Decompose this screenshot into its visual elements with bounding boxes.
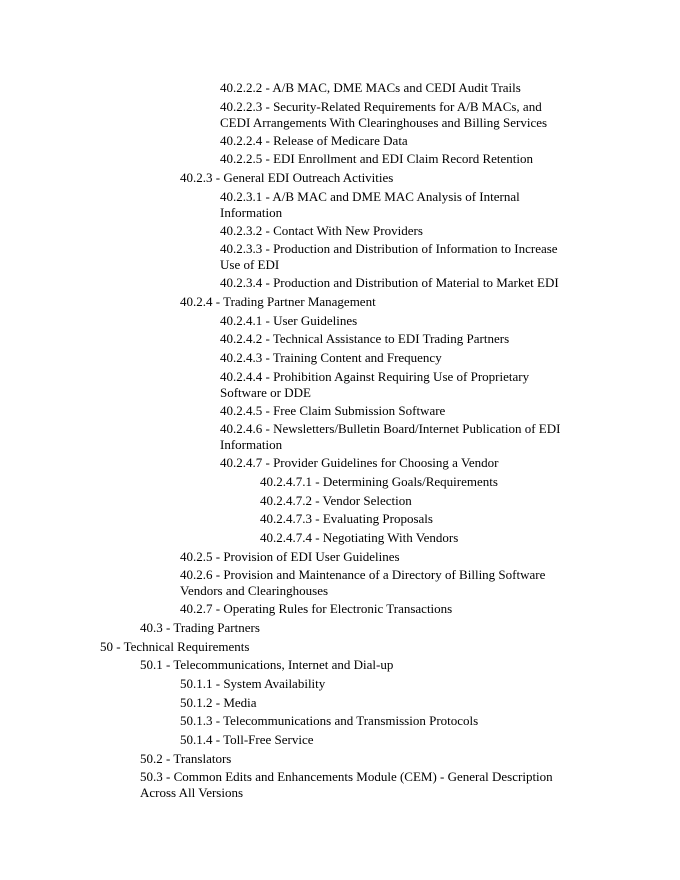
toc-entry-50[interactable]: 50 - Technical Requirements (100, 639, 250, 654)
toc-entry-40-2-4-7-2[interactable]: 40.2.4.7.2 - Vendor Selection (260, 493, 412, 508)
toc-entry-40-2-2-3[interactable]: 40.2.2.3 - Security-Related Requirements for A/B MACs, and CEDI Arrangements With Clearinghouses and Billing Services (220, 99, 548, 130)
toc-entry-40-2-4-6[interactable]: 40.2.4.6 - Newsletters/Bulletin Board/Internet Publication of EDI Information (220, 421, 561, 452)
toc-entry-40-2-4-3[interactable]: 40.2.4.3 - Training Content and Frequency (220, 350, 442, 365)
toc-entry-40-2-4-1[interactable]: 40.2.4.1 - User Guidelines (220, 313, 358, 328)
toc-entry-40-2-2-2[interactable]: 40.2.2.2 - A/B MAC, DME MACs and CEDI Audit Trails (220, 80, 521, 95)
toc-entry-40-2-7[interactable]: 40.2.7 - Operating Rules for Electronic Transactions (180, 601, 453, 616)
toc-entry-40-2-2-5[interactable]: 40.2.2.5 - EDI Enrollment and EDI Claim Record Retention (220, 151, 534, 166)
toc-entry-40-2-6[interactable]: 40.2.6 - Provision and Maintenance of a Directory of Billing Software Vendors and Clearinghouses (180, 567, 546, 598)
toc-entry-50-3[interactable]: 50.3 - Common Edits and Enhancements Module (CEM) - General Description Across All Versions (140, 769, 553, 800)
toc-entry-40-2-4-4[interactable]: 40.2.4.4 - Prohibition Against Requiring Use of Proprietary Software or DDE (220, 369, 530, 400)
toc-entry-40-2-2-4[interactable]: 40.2.2.4 - Release of Medicare Data (220, 133, 408, 148)
toc-entry-40-2-4-5[interactable]: 40.2.4.5 - Free Claim Submission Software (220, 403, 446, 418)
toc-entry-50-1-2[interactable]: 50.1.2 - Media (180, 695, 257, 710)
toc-entry-40-2-3-1[interactable]: 40.2.3.1 - A/B MAC and DME MAC Analysis of Internal Information (220, 189, 520, 220)
toc-entry-40-2-4-7-1[interactable]: 40.2.4.7.1 - Determining Goals/Requirements (260, 474, 498, 489)
toc-entry-40-2-3-2[interactable]: 40.2.3.2 - Contact With New Providers (220, 223, 423, 238)
toc-entry-40-2-4-7-3[interactable]: 40.2.4.7.3 - Evaluating Proposals (260, 511, 433, 526)
toc-entry-50-1[interactable]: 50.1 - Telecommunications, Internet and Dial-up (140, 657, 394, 672)
toc-entry-40-2-3[interactable]: 40.2.3 - General EDI Outreach Activities (180, 170, 394, 185)
toc-entry-50-1-1[interactable]: 50.1.1 - System Availability (180, 676, 326, 691)
toc-entry-40-2-4-7-4[interactable]: 40.2.4.7.4 - Negotiating With Vendors (260, 530, 459, 545)
toc-entry-40-3[interactable]: 40.3 - Trading Partners (140, 620, 260, 635)
toc-entry-50-1-3[interactable]: 50.1.3 - Telecommunications and Transmission Protocols (180, 713, 479, 728)
toc-entry-40-2-4-7[interactable]: 40.2.4.7 - Provider Guidelines for Choosing a Vendor (220, 455, 499, 470)
toc-entry-40-2-4[interactable]: 40.2.4 - Trading Partner Management (180, 294, 376, 309)
toc-entry-50-1-4[interactable]: 50.1.4 - Toll-Free Service (180, 732, 314, 747)
toc-entry-50-2[interactable]: 50.2 - Translators (140, 751, 232, 766)
toc-entry-40-2-3-3[interactable]: 40.2.3.3 - Production and Distribution of Information to Increase Use of EDI (220, 241, 558, 272)
toc-entry-40-2-5[interactable]: 40.2.5 - Provision of EDI User Guidelines (180, 549, 400, 564)
toc-entry-40-2-4-2[interactable]: 40.2.4.2 - Technical Assistance to EDI Trading Partners (220, 331, 510, 346)
toc-entry-40-2-3-4[interactable]: 40.2.3.4 - Production and Distribution of Material to Market EDI (220, 275, 559, 290)
